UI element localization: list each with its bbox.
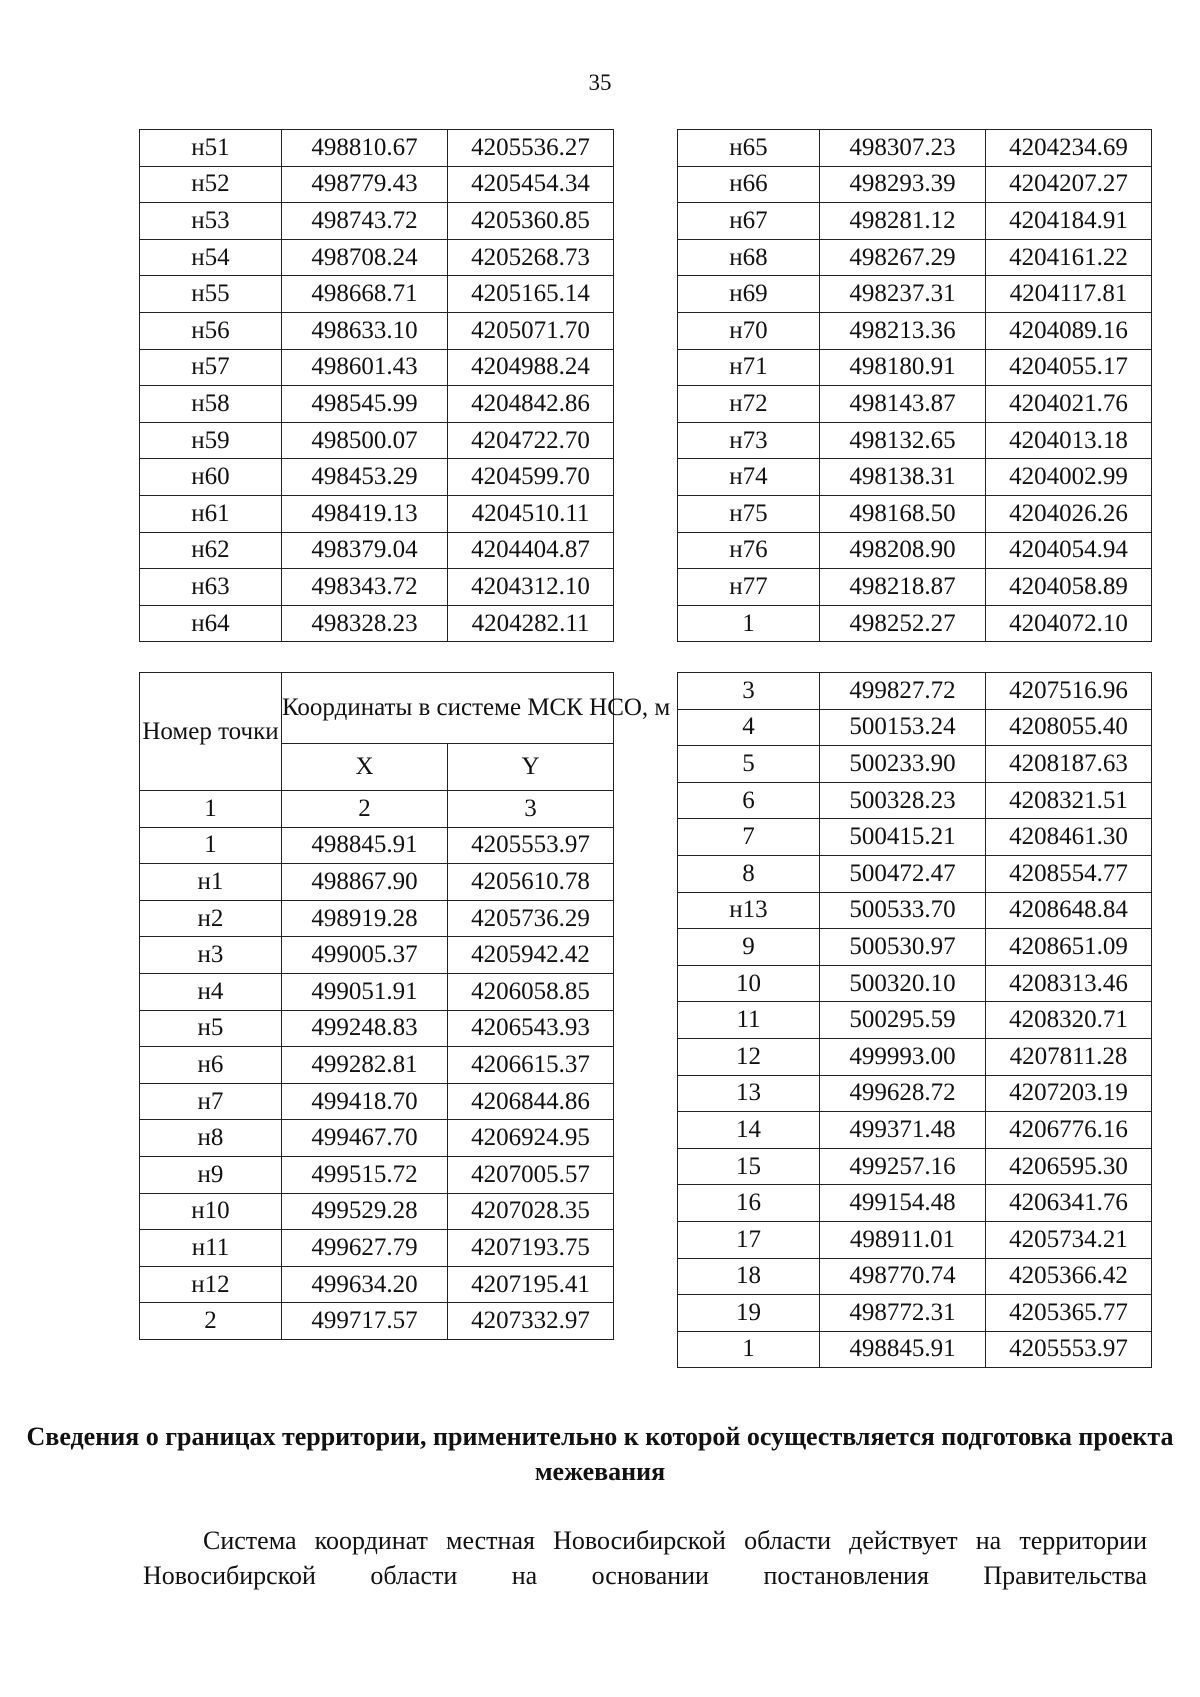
- x-coordinate-cell: 500533.70: [820, 892, 986, 929]
- point-number-cell: 8: [678, 855, 820, 892]
- point-number-cell: н70: [678, 312, 820, 349]
- point-number-cell: н60: [140, 459, 282, 496]
- table-row: [678, 532, 1152, 569]
- point-number-cell: н54: [140, 239, 282, 276]
- x-coordinate-cell: 498252.27: [820, 605, 986, 642]
- y-coordinate-cell: 4208313.46: [986, 965, 1152, 1002]
- y-coordinate-cell: 4205942.42: [448, 937, 614, 974]
- header-point-number: Номер точки: [140, 673, 282, 791]
- y-coordinate-cell: 4207516.96: [986, 673, 1152, 710]
- table-row: [678, 929, 1152, 966]
- x-coordinate-cell: 498453.29: [282, 459, 448, 496]
- x-coordinate-cell: 498208.90: [820, 532, 986, 569]
- point-number-cell: н6: [140, 1047, 282, 1084]
- x-coordinate-cell: 498919.28: [282, 900, 448, 937]
- header-x: X: [282, 744, 448, 791]
- point-number-cell: н67: [678, 203, 820, 240]
- x-coordinate-cell: 498307.23: [820, 130, 986, 167]
- x-coordinate-cell: 498845.91: [282, 827, 448, 864]
- table-row: [678, 709, 1152, 746]
- x-coordinate-cell: 498545.99: [282, 386, 448, 423]
- y-coordinate-cell: 4205268.73: [448, 239, 614, 276]
- y-coordinate-cell: 4205071.70: [448, 312, 614, 349]
- point-number-cell: н56: [140, 312, 282, 349]
- point-number-cell: н68: [678, 239, 820, 276]
- table-row: [140, 1120, 614, 1157]
- point-number-cell: н57: [140, 349, 282, 386]
- table-row: [140, 605, 614, 642]
- y-coordinate-cell: 4204055.17: [986, 349, 1152, 386]
- table-row: [678, 1148, 1152, 1185]
- table-row: [140, 130, 614, 167]
- y-coordinate-cell: 4207193.75: [448, 1230, 614, 1267]
- x-coordinate-cell: 498668.71: [282, 276, 448, 313]
- x-coordinate-cell: 498237.31: [820, 276, 986, 313]
- y-coordinate-cell: 4204002.99: [986, 459, 1152, 496]
- y-coordinate-cell: 4206844.86: [448, 1083, 614, 1120]
- point-number-cell: н59: [140, 422, 282, 459]
- y-coordinate-cell: 4204184.91: [986, 203, 1152, 240]
- point-number-cell: 3: [678, 673, 820, 710]
- y-coordinate-cell: 4208321.51: [986, 782, 1152, 819]
- point-number-cell: 9: [678, 929, 820, 966]
- y-coordinate-cell: 4208461.30: [986, 819, 1152, 856]
- x-coordinate-cell: 499257.16: [820, 1148, 986, 1185]
- y-coordinate-cell: 4205365.77: [986, 1295, 1152, 1332]
- table-row: [678, 386, 1152, 423]
- table-row: [678, 1221, 1152, 1258]
- table-row: [140, 1193, 614, 1230]
- y-coordinate-cell: 4205454.34: [448, 166, 614, 203]
- point-number-cell: н53: [140, 203, 282, 240]
- table-row: [678, 746, 1152, 783]
- table-row: [678, 1002, 1152, 1039]
- table-row: [678, 312, 1152, 349]
- y-coordinate-cell: 4204058.89: [986, 569, 1152, 606]
- x-coordinate-cell: 498810.67: [282, 130, 448, 167]
- x-coordinate-cell: 498213.36: [820, 312, 986, 349]
- y-coordinate-cell: 4204510.11: [448, 495, 614, 532]
- y-coordinate-cell: 4206924.95: [448, 1120, 614, 1157]
- point-number-cell: н3: [140, 937, 282, 974]
- y-coordinate-cell: 4208648.84: [986, 892, 1152, 929]
- x-coordinate-cell: 499051.91: [282, 973, 448, 1010]
- y-coordinate-cell: 4204842.86: [448, 386, 614, 423]
- x-coordinate-cell: 498180.91: [820, 349, 986, 386]
- point-number-cell: н55: [140, 276, 282, 313]
- y-coordinate-cell: 4205366.42: [986, 1258, 1152, 1295]
- x-coordinate-cell: 498218.87: [820, 569, 986, 606]
- table-row: [678, 855, 1152, 892]
- table-row: [140, 1230, 614, 1267]
- table-row: [678, 1075, 1152, 1112]
- y-coordinate-cell: 4205360.85: [448, 203, 614, 240]
- body-paragraph: Система координат местная Новосибирской области действует на территории Новосибирской области на основании постановления Правительства: [143, 1526, 1147, 1590]
- table-row: [140, 276, 614, 313]
- point-number-cell: 19: [678, 1295, 820, 1332]
- y-coordinate-cell: 4204117.81: [986, 276, 1152, 313]
- y-coordinate-cell: 4206341.76: [986, 1185, 1152, 1222]
- table-row: [140, 864, 614, 901]
- y-coordinate-cell: 4208320.71: [986, 1002, 1152, 1039]
- point-number-cell: н65: [678, 130, 820, 167]
- point-number-cell: 18: [678, 1258, 820, 1295]
- table-row: [140, 312, 614, 349]
- table-row: [678, 459, 1152, 496]
- point-number-cell: н77: [678, 569, 820, 606]
- point-number-cell: н76: [678, 532, 820, 569]
- y-coordinate-cell: 4208055.40: [986, 709, 1152, 746]
- y-coordinate-cell: 4206595.30: [986, 1148, 1152, 1185]
- page-number: 35: [588, 70, 612, 95]
- x-coordinate-cell: 500295.59: [820, 1002, 986, 1039]
- point-number-cell: н1: [140, 864, 282, 901]
- x-coordinate-cell: 500472.47: [820, 855, 986, 892]
- y-coordinate-cell: 4204312.10: [448, 569, 614, 606]
- y-coordinate-cell: 4205553.97: [986, 1331, 1152, 1368]
- x-coordinate-cell: 498708.24: [282, 239, 448, 276]
- x-coordinate-cell: 498779.43: [282, 166, 448, 203]
- table-row: [678, 569, 1152, 606]
- x-coordinate-cell: 498267.29: [820, 239, 986, 276]
- x-coordinate-cell: 498419.13: [282, 495, 448, 532]
- x-coordinate-cell: 498132.65: [820, 422, 986, 459]
- table-row: [140, 1266, 614, 1303]
- x-coordinate-cell: 498281.12: [820, 203, 986, 240]
- column-index-2: 2: [282, 791, 448, 828]
- point-number-cell: 12: [678, 1038, 820, 1075]
- point-number-cell: 14: [678, 1112, 820, 1149]
- y-coordinate-cell: 4204054.94: [986, 532, 1152, 569]
- table-row: [678, 1295, 1152, 1332]
- point-number-cell: н12: [140, 1266, 282, 1303]
- point-number-cell: н75: [678, 495, 820, 532]
- point-number-cell: н71: [678, 349, 820, 386]
- point-number-cell: н62: [140, 532, 282, 569]
- table-row: [140, 1010, 614, 1047]
- y-coordinate-cell: 4206543.93: [448, 1010, 614, 1047]
- y-coordinate-cell: 4208554.77: [986, 855, 1152, 892]
- x-coordinate-cell: 498911.01: [820, 1221, 986, 1258]
- point-number-cell: 2: [140, 1303, 282, 1340]
- x-coordinate-cell: 498293.39: [820, 166, 986, 203]
- point-number-cell: 11: [678, 1002, 820, 1039]
- y-coordinate-cell: 4204988.24: [448, 349, 614, 386]
- x-coordinate-cell: 500153.24: [820, 709, 986, 746]
- point-number-cell: н61: [140, 495, 282, 532]
- y-coordinate-cell: 4205734.21: [986, 1221, 1152, 1258]
- x-coordinate-cell: 499717.57: [282, 1303, 448, 1340]
- point-number-cell: 1: [140, 827, 282, 864]
- table-row: [140, 349, 614, 386]
- x-coordinate-cell: 498770.74: [820, 1258, 986, 1295]
- y-coordinate-cell: 4206776.16: [986, 1112, 1152, 1149]
- x-coordinate-cell: 498633.10: [282, 312, 448, 349]
- point-number-cell: н51: [140, 130, 282, 167]
- table-row: [678, 239, 1152, 276]
- point-number-cell: 17: [678, 1221, 820, 1258]
- point-number-cell: н10: [140, 1193, 282, 1230]
- point-number-cell: н72: [678, 386, 820, 423]
- x-coordinate-cell: 498845.91: [820, 1331, 986, 1368]
- point-number-cell: н66: [678, 166, 820, 203]
- point-number-cell: н8: [140, 1120, 282, 1157]
- table-row: [140, 386, 614, 423]
- x-coordinate-cell: 498168.50: [820, 495, 986, 532]
- y-coordinate-cell: 4207332.97: [448, 1303, 614, 1340]
- y-coordinate-cell: 4204026.26: [986, 495, 1152, 532]
- table-row: [140, 422, 614, 459]
- coordinates-table-bottom-left: [139, 672, 671, 1340]
- table-row: [678, 1331, 1152, 1368]
- x-coordinate-cell: 498743.72: [282, 203, 448, 240]
- table-row: [140, 900, 614, 937]
- point-number-cell: н4: [140, 973, 282, 1010]
- x-coordinate-cell: 499993.00: [820, 1038, 986, 1075]
- table-row: [678, 673, 1152, 710]
- y-coordinate-cell: 4204021.76: [986, 386, 1152, 423]
- table-row: [678, 1112, 1152, 1149]
- y-coordinate-cell: 4205553.97: [448, 827, 614, 864]
- table-row: [140, 569, 614, 606]
- table-row: [678, 422, 1152, 459]
- x-coordinate-cell: 500328.23: [820, 782, 986, 819]
- x-coordinate-cell: 499827.72: [820, 673, 986, 710]
- y-coordinate-cell: 4204599.70: [448, 459, 614, 496]
- table-row: [140, 973, 614, 1010]
- x-coordinate-cell: 499467.70: [282, 1120, 448, 1157]
- point-number-cell: н11: [140, 1230, 282, 1267]
- x-coordinate-cell: 500233.90: [820, 746, 986, 783]
- table-row: [678, 166, 1152, 203]
- point-number-cell: 1: [678, 1331, 820, 1368]
- table-row: [678, 819, 1152, 856]
- point-number-cell: н64: [140, 605, 282, 642]
- y-coordinate-cell: 4204282.11: [448, 605, 614, 642]
- x-coordinate-cell: 499154.48: [820, 1185, 986, 1222]
- table-row: [140, 459, 614, 496]
- y-coordinate-cell: 4205165.14: [448, 276, 614, 313]
- point-number-cell: н73: [678, 422, 820, 459]
- point-number-cell: н52: [140, 166, 282, 203]
- y-coordinate-cell: 4207195.41: [448, 1266, 614, 1303]
- point-number-cell: 15: [678, 1148, 820, 1185]
- point-number-cell: н63: [140, 569, 282, 606]
- x-coordinate-cell: 498500.07: [282, 422, 448, 459]
- coordinates-table-top-left: [139, 129, 614, 642]
- x-coordinate-cell: 499515.72: [282, 1156, 448, 1193]
- y-coordinate-cell: 4204722.70: [448, 422, 614, 459]
- table-row: [678, 1185, 1152, 1222]
- y-coordinate-cell: 4206058.85: [448, 973, 614, 1010]
- y-coordinate-cell: 4204072.10: [986, 605, 1152, 642]
- x-coordinate-cell: 498379.04: [282, 532, 448, 569]
- x-coordinate-cell: 498328.23: [282, 605, 448, 642]
- table-row: [140, 1303, 614, 1340]
- point-number-cell: н2: [140, 900, 282, 937]
- table-row: [140, 203, 614, 240]
- header-y: Y: [448, 744, 614, 791]
- y-coordinate-cell: 4207005.57: [448, 1156, 614, 1193]
- table-row: [140, 827, 614, 864]
- point-number-cell: 5: [678, 746, 820, 783]
- x-coordinate-cell: 498867.90: [282, 864, 448, 901]
- point-number-cell: 4: [678, 709, 820, 746]
- point-number-cell: н5: [140, 1010, 282, 1047]
- table-row: [678, 605, 1152, 642]
- table-row: [140, 166, 614, 203]
- point-number-cell: н9: [140, 1156, 282, 1193]
- table-row: [678, 276, 1152, 313]
- x-coordinate-cell: 499529.28: [282, 1193, 448, 1230]
- table-row: [678, 1038, 1152, 1075]
- y-coordinate-cell: 4204013.18: [986, 422, 1152, 459]
- point-number-cell: 16: [678, 1185, 820, 1222]
- coordinates-table-top-right: [677, 129, 1152, 642]
- x-coordinate-cell: 498138.31: [820, 459, 986, 496]
- coordinates-table-bottom-right: [677, 672, 1152, 1368]
- point-number-cell: 13: [678, 1075, 820, 1112]
- table-row: [678, 965, 1152, 1002]
- x-coordinate-cell: 500530.97: [820, 929, 986, 966]
- section-heading: Сведения о границах территории, применительно к которой осуществляется подготовка проекта межевания: [26, 1422, 1174, 1486]
- column-index-1: 1: [140, 791, 282, 828]
- x-coordinate-cell: 499248.83: [282, 1010, 448, 1047]
- point-number-cell: н69: [678, 276, 820, 313]
- x-coordinate-cell: 499282.81: [282, 1047, 448, 1084]
- y-coordinate-cell: 4207203.19: [986, 1075, 1152, 1112]
- y-coordinate-cell: 4207811.28: [986, 1038, 1152, 1075]
- table-row: [140, 1156, 614, 1193]
- table-row: [678, 203, 1152, 240]
- point-number-cell: н58: [140, 386, 282, 423]
- table-row: [140, 1083, 614, 1120]
- point-number-cell: 1: [678, 605, 820, 642]
- table-row: [140, 495, 614, 532]
- table-row: [140, 937, 614, 974]
- point-number-cell: н7: [140, 1083, 282, 1120]
- header-coords-caption: Координаты в системе МСК НСО, м: [282, 673, 614, 744]
- x-coordinate-cell: 499418.70: [282, 1083, 448, 1120]
- x-coordinate-cell: 498772.31: [820, 1295, 986, 1332]
- y-coordinate-cell: 4204161.22: [986, 239, 1152, 276]
- x-coordinate-cell: 499371.48: [820, 1112, 986, 1149]
- table-row: [678, 349, 1152, 386]
- x-coordinate-cell: 499634.20: [282, 1266, 448, 1303]
- x-coordinate-cell: 498601.43: [282, 349, 448, 386]
- table-row: [678, 892, 1152, 929]
- y-coordinate-cell: 4205736.29: [448, 900, 614, 937]
- y-coordinate-cell: 4206615.37: [448, 1047, 614, 1084]
- x-coordinate-cell: 499627.79: [282, 1230, 448, 1267]
- point-number-cell: 7: [678, 819, 820, 856]
- y-coordinate-cell: 4204234.69: [986, 130, 1152, 167]
- point-number-cell: н74: [678, 459, 820, 496]
- table-row: [140, 239, 614, 276]
- y-coordinate-cell: 4204089.16: [986, 312, 1152, 349]
- column-index-3: 3: [448, 791, 614, 828]
- table-row: [678, 130, 1152, 167]
- table-row: [678, 1258, 1152, 1295]
- x-coordinate-cell: 499628.72: [820, 1075, 986, 1112]
- x-coordinate-cell: 499005.37: [282, 937, 448, 974]
- y-coordinate-cell: 4204404.87: [448, 532, 614, 569]
- point-number-cell: 6: [678, 782, 820, 819]
- table-row: [678, 495, 1152, 532]
- table-row: [140, 532, 614, 569]
- x-coordinate-cell: 500320.10: [820, 965, 986, 1002]
- y-coordinate-cell: 4205536.27: [448, 130, 614, 167]
- table-row: [678, 782, 1152, 819]
- x-coordinate-cell: 500415.21: [820, 819, 986, 856]
- x-coordinate-cell: 498343.72: [282, 569, 448, 606]
- point-number-cell: н13: [678, 892, 820, 929]
- y-coordinate-cell: 4207028.35: [448, 1193, 614, 1230]
- table-row: [140, 1047, 614, 1084]
- y-coordinate-cell: 4208651.09: [986, 929, 1152, 966]
- y-coordinate-cell: 4204207.27: [986, 166, 1152, 203]
- y-coordinate-cell: 4208187.63: [986, 746, 1152, 783]
- y-coordinate-cell: 4205610.78: [448, 864, 614, 901]
- point-number-cell: 10: [678, 965, 820, 1002]
- x-coordinate-cell: 498143.87: [820, 386, 986, 423]
